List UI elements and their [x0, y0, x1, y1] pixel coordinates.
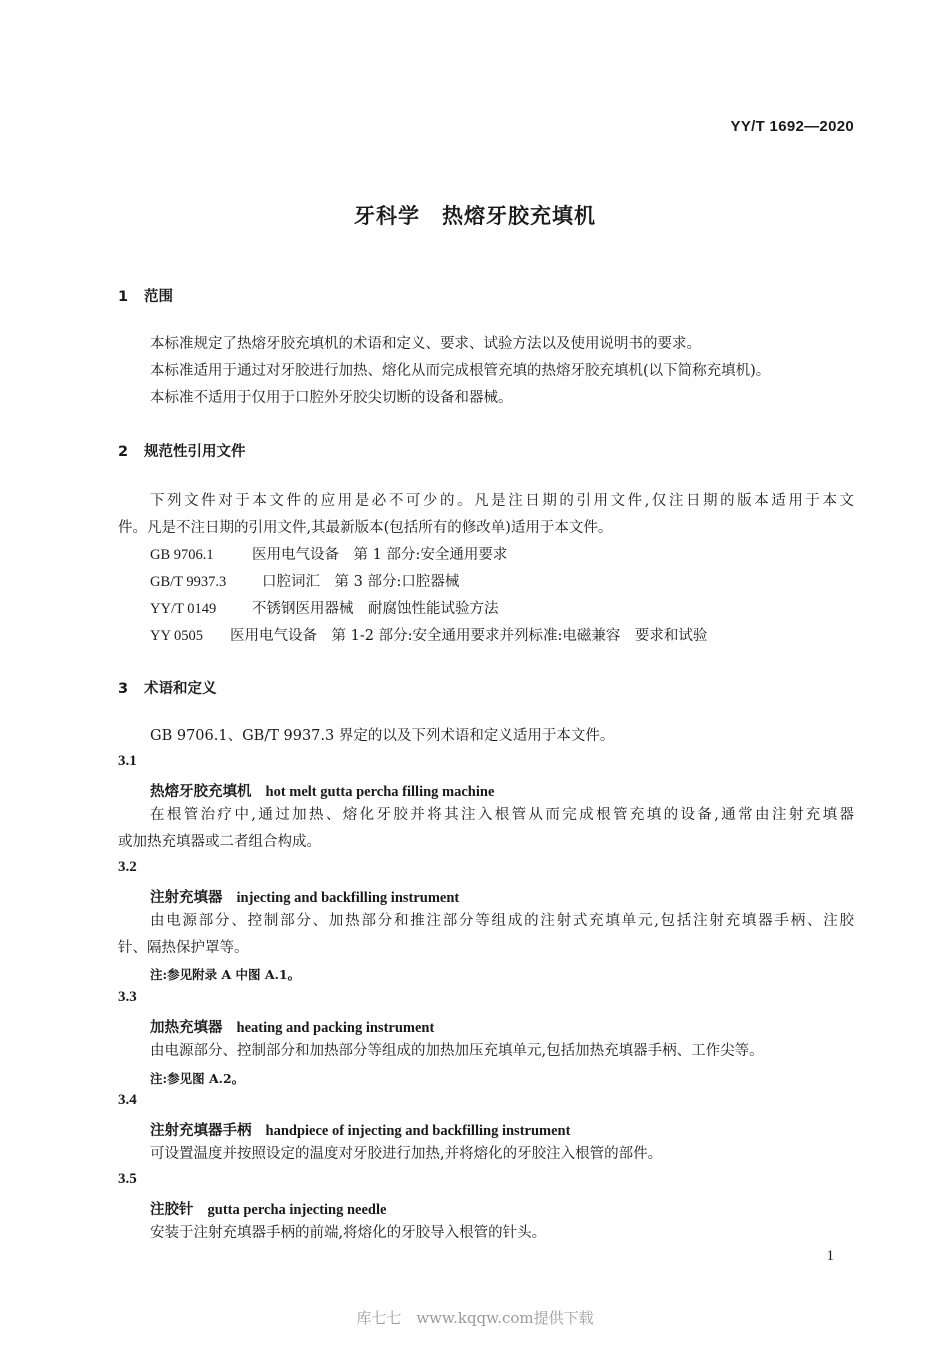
reference-code: YY 0505 — [150, 628, 204, 644]
term-definition-line-1: 可设置温度并按照设定的温度对牙胶进行加热,并将熔化的牙胶注入根管的部件。 — [150, 1146, 663, 1162]
term-definition-line-1: 由电源部分、控制部分和加热部分等组成的加热加压充填单元,包括加热充填器手柄、工作尖等。 — [150, 1043, 764, 1059]
reference-title: 口腔词汇 第 3 部分:口腔器械 — [262, 574, 460, 590]
term-english: heating and packing instrument — [236, 1020, 435, 1036]
section-1-heading — [118, 285, 173, 306]
term-definition-line-1: 安装于注射充填器手柄的前端,将熔化的牙胶导入根管的针头。 — [150, 1225, 547, 1241]
reference-code: GB/T 9937.3 — [150, 574, 227, 590]
term-chinese: 注射充填器 — [150, 889, 223, 906]
term-chinese: 热熔牙胶充填机 — [150, 783, 252, 800]
term-note: 注:参见图 A.2。 — [150, 1071, 245, 1086]
section-3-heading — [118, 677, 217, 698]
reference-title: 医用电气设备 第 1 部分:安全通用要求 — [252, 547, 508, 563]
section-title: 范围 — [144, 289, 173, 305]
terms-intro: GB 9706.1、GB/T 9937.3 界定的以及下列术语和定义适用于本文件。 — [150, 728, 615, 744]
term-definition-line-2: 针、隔热保护罩等。 — [118, 940, 249, 956]
standard-code: YY/T 1692—2020 — [730, 118, 854, 135]
reference-code: YY/T 0149 — [150, 601, 217, 617]
reference-title: 医用电气设备 第 1-2 部分:安全通用要求并列标准:电磁兼容 要求和试验 — [230, 628, 708, 644]
term-number: 3.5 — [118, 1171, 137, 1187]
term-heading — [150, 780, 494, 801]
section-title: 规范性引用文件 — [144, 444, 246, 460]
term-chinese: 注射充填器手柄 — [150, 1122, 252, 1139]
section-number: 1 — [118, 289, 129, 305]
term-number: 3.2 — [118, 859, 137, 875]
document-title: 牙科学 热熔牙胶充填机 — [354, 204, 596, 228]
reference-item — [150, 597, 499, 618]
section-number: 2 — [118, 444, 129, 460]
term-english: hot melt gutta percha filling machine — [265, 784, 495, 800]
reference-code: GB 9706.1 — [150, 547, 214, 563]
term-definition-line-2: 或加热充填器或二者组合构成。 — [118, 834, 321, 850]
term-heading — [150, 886, 459, 907]
term-heading — [150, 1016, 434, 1037]
term-english: handpiece of injecting and backfilling instrument — [265, 1123, 571, 1139]
page-number: 1 — [826, 1248, 834, 1264]
term-english: injecting and backfilling instrument — [236, 890, 460, 906]
scope-paragraph-1: 本标准规定了热熔牙胶充填机的术语和定义、要求、试验方法以及使用说明书的要求。 — [150, 336, 701, 352]
reference-item — [150, 543, 507, 564]
section-title: 术语和定义 — [144, 681, 217, 697]
term-definition-line-1: 由电源部分、控制部分、加热部分和推注部分等组成的注射式充填单元,包括注射充填器手柄、注胶 — [150, 913, 854, 929]
section-number: 3 — [118, 681, 129, 697]
term-number: 3.3 — [118, 989, 137, 1005]
term-chinese: 加热充填器 — [150, 1019, 223, 1036]
section-2-heading — [118, 440, 246, 461]
term-english: gutta percha injecting needle — [207, 1202, 387, 1218]
references-intro-line-1: 下列文件对于本文件的应用是必不可少的。凡是注日期的引用文件,仅注日期的版本适用于本文 — [150, 493, 854, 509]
term-note: 注:参见附录 A 中图 A.1。 — [150, 967, 301, 982]
scope-paragraph-3: 本标准不适用于仅用于口腔外牙胶尖切断的设备和器械。 — [150, 390, 513, 406]
download-watermark: 库七七 www.kqqw.com提供下载 — [356, 1309, 594, 1327]
references-intro-line-2: 件。凡是不注日期的引用文件,其最新版本(包括所有的修改单)适用于本文件。 — [118, 520, 613, 536]
reference-item — [150, 570, 459, 591]
term-definition-line-1: 在根管治疗中,通过加热、熔化牙胶并将其注入根管从而完成根管充填的设备,通常由注射充填器 — [150, 807, 854, 823]
reference-title: 不锈钢医用器械 耐腐蚀性能试验方法 — [252, 601, 499, 617]
term-number: 3.1 — [118, 753, 137, 769]
reference-item — [150, 624, 707, 645]
scope-paragraph-2: 本标准适用于通过对牙胶进行加热、熔化从而完成根管充填的热熔牙胶充填机(以下简称充填机)。 — [150, 363, 771, 379]
term-chinese: 注胶针 — [150, 1201, 194, 1218]
term-heading — [150, 1119, 570, 1140]
term-number: 3.4 — [118, 1092, 137, 1108]
term-heading — [150, 1198, 386, 1219]
